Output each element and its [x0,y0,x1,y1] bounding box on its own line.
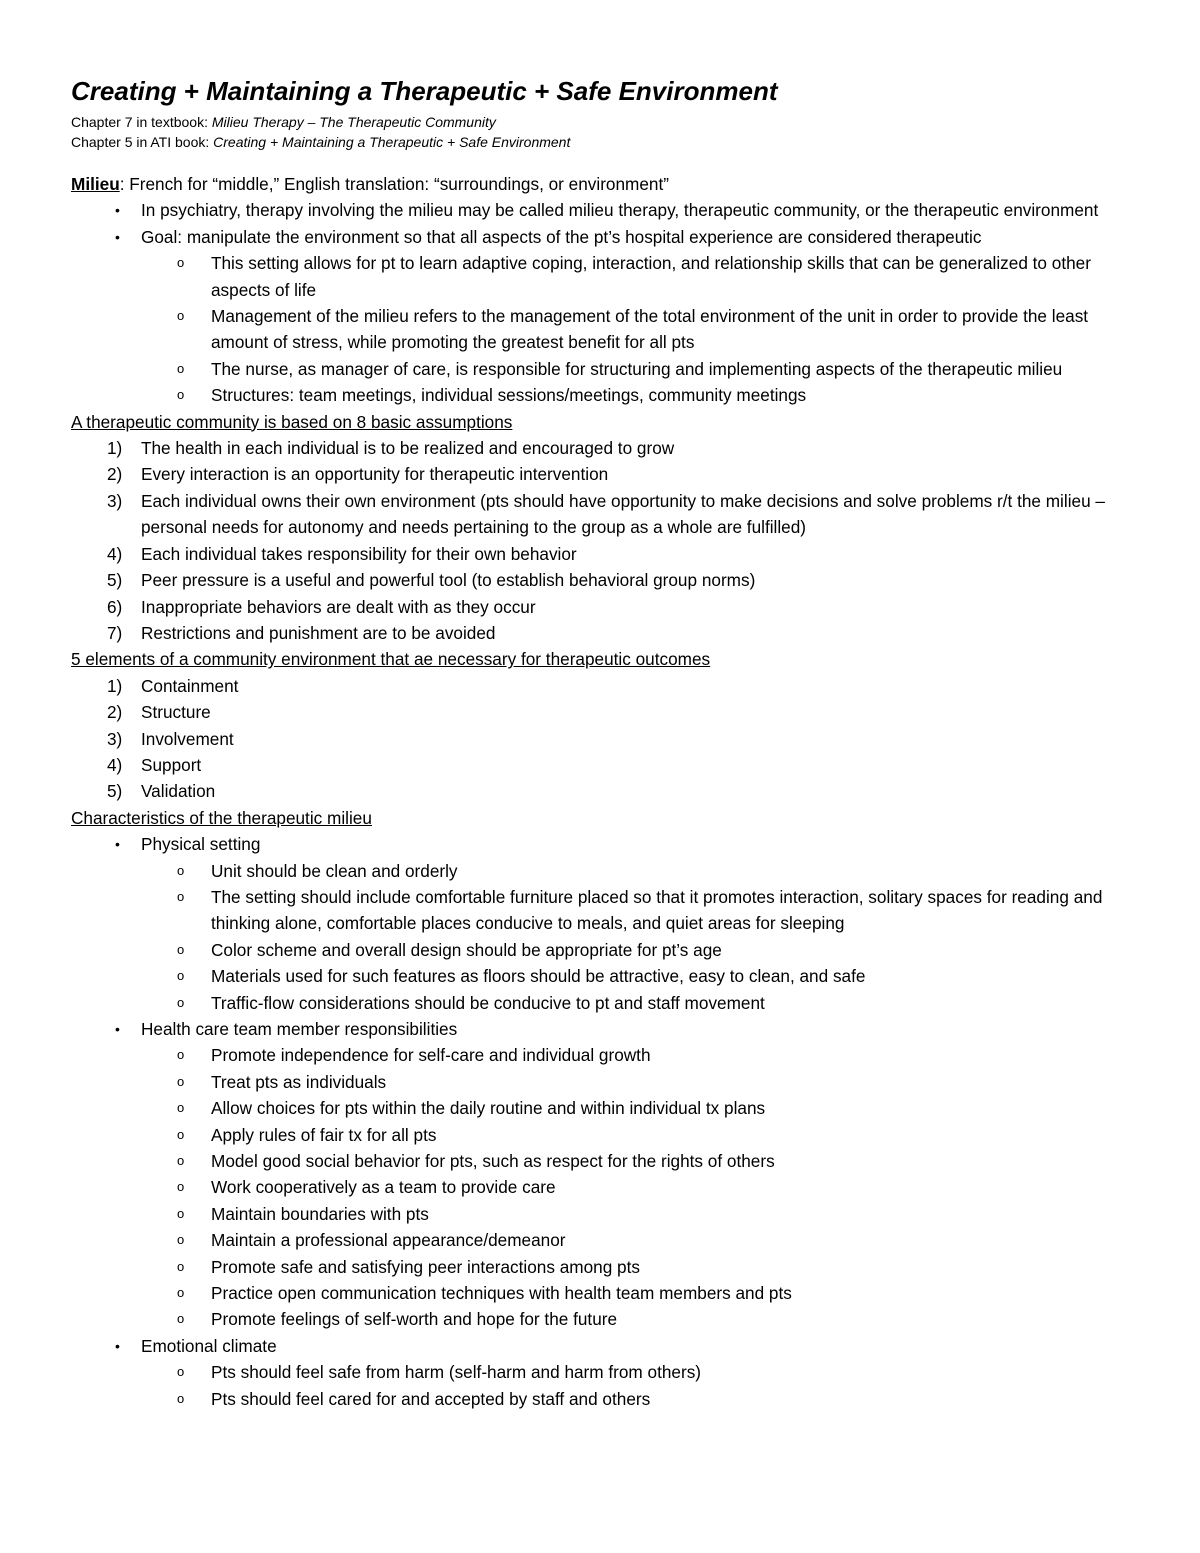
list-item [141,884,1140,937]
list-item-text: Validation [141,781,216,802]
list-item-text: Model good social behavior for pts, such as respect for the rights of others [211,1151,775,1172]
list-number: 6) [107,596,123,617]
list-item [141,990,1140,1016]
list-item [141,963,1140,989]
list-item [141,1122,1140,1148]
list-item [71,435,1140,461]
list-item-text: Unit should be clean and orderly [211,860,458,881]
list-item-text: Every interaction is an opportunity for therapeutic intervention [141,464,609,485]
list-number: 7) [107,622,123,643]
list-item-text: The health in each individual is to be realized and encouraged to grow [141,438,675,459]
list-number: 5) [107,781,123,802]
list-item-text: Structure [141,702,211,723]
elements-list [71,673,1140,805]
sub-bullet-marker: o [177,1232,185,1248]
elements-heading: 5 elements of a community environment that ae necessary for therapeutic outcomes [71,649,711,670]
sub-bullet-marker: o [177,1311,185,1327]
sub-bullet-marker: o [177,387,185,403]
sub-bullet-marker: o [177,1153,185,1169]
list-item [141,1306,1140,1332]
milieu-bullet-list [71,197,1140,408]
list-item-text: Management of the milieu refers to the management of the total environment of the unit in order to provide the least amount of stress, while promoting the greatest benefit for all pts [211,306,1089,353]
list-item-text: Maintain boundaries with pts [211,1203,429,1224]
list-item-text: Goal: manipulate the environment so that all aspects of the pt’s hospital experience are considered therapeutic [141,226,982,247]
list-number: 4) [107,543,123,564]
list-item [71,567,1140,593]
list-number: 2) [107,702,123,723]
bullet-marker: • [115,836,120,853]
sub-bullet-marker: o [177,1285,185,1301]
list-item-text: Peer pressure is a useful and powerful tool (to establish behavioral group norms) [141,570,756,591]
sub-bullet-marker: o [177,255,185,271]
list-item [71,726,1140,752]
list-item [141,1095,1140,1121]
list-item [141,1148,1140,1174]
list-item-text: Restrictions and punishment are to be avoided [141,622,496,643]
sub-bullet-marker: o [177,1205,185,1221]
sub-bullet-marker: o [177,1073,185,1089]
source-chapter-5-prefix: Chapter 5 in ATI book: [71,134,214,150]
sub-bullet-marker: o [177,1390,185,1406]
list-item [71,541,1140,567]
list-item [141,303,1140,356]
list-item [71,224,1140,409]
sub-bullet-marker: o [177,1364,185,1380]
characteristics-heading: Characteristics of the therapeutic milieu [71,807,372,828]
list-item-text: Each individual takes responsibility for their own behavior [141,543,577,564]
source-chapter-7-title: Milieu Therapy – The Therapeutic Community [211,114,496,130]
emotional-climate-sub-list [141,1359,1140,1412]
list-item [71,699,1140,725]
list-number: 4) [107,754,123,775]
team-responsibilities-sub-list [141,1042,1140,1332]
list-item [71,488,1140,541]
bullet-marker: • [115,1337,120,1354]
list-item [141,1042,1140,1068]
source-chapter-7-prefix: Chapter 7 in textbook: [71,114,212,130]
list-item [141,937,1140,963]
list-item [141,382,1140,408]
list-item [71,620,1140,646]
sub-bullet-marker: o [177,1100,185,1116]
sub-bullet-marker: o [177,1126,185,1142]
list-item [141,250,1140,303]
list-item-text: Treat pts as individuals [211,1071,387,1092]
sub-bullet-marker: o [177,941,185,957]
list-number: 5) [107,570,123,591]
list-item [71,461,1140,487]
list-item-text: Color scheme and overall design should be appropriate for pt’s age [211,939,722,960]
sub-bullet-marker: o [177,862,185,878]
list-item-text: Pts should feel cared for and accepted by staff and others [211,1388,651,1409]
list-item [71,831,1140,1016]
list-number: 3) [107,490,123,511]
list-item-text: The nurse, as manager of care, is responsible for structuring and implementing aspects of the therapeutic milieu [211,358,1063,379]
list-item [141,1359,1140,1385]
list-item-text: Traffic-flow considerations should be conducive to pt and staff movement [211,992,765,1013]
list-item-text: Promote independence for self-care and individual growth [211,1045,651,1066]
list-item-text: Involvement [141,728,234,749]
list-item [71,673,1140,699]
sub-bullet-marker: o [177,888,185,904]
list-item-text: The setting should include comfortable furniture placed so that it promotes interaction, solitary spaces for reading and thinking alone, comfortable places conducive to meals, and quiet areas for sleeping [211,886,1103,934]
milieu-term: Milieu [71,174,120,194]
assumptions-heading: A therapeutic community is based on 8 basic assumptions [71,411,513,432]
sub-bullet-marker: o [177,1258,185,1274]
list-number: 3) [107,728,123,749]
list-item [71,778,1140,804]
list-item-text: Materials used for such features as floors should be attractive, easy to clean, and safe [211,966,866,987]
list-item [141,1227,1140,1253]
list-item-text: Health care team member responsibilities [141,1019,458,1039]
list-item-text: Promote safe and satisfying peer interactions among pts [211,1256,640,1277]
list-item-text: Promote feelings of self-worth and hope for the future [211,1309,618,1330]
list-item [141,1201,1140,1227]
list-item [141,1069,1140,1095]
list-item-text: Containment [141,675,239,696]
list-item-text: Pts should feel safe from harm (self-harm and harm from others) [211,1362,702,1383]
characteristics-list [71,831,1140,1412]
list-item-text: Structures: team meetings, individual sessions/meetings, community meetings [211,385,807,406]
list-item [141,858,1140,884]
list-item-text: Support [141,754,202,775]
goal-sub-list [141,250,1140,408]
source-chapter-7 [71,112,1140,132]
list-item-text: In psychiatry, therapy involving the milieu may be called milieu therapy, therapeutic community, or the therapeutic environment [141,200,1099,221]
list-item-text: Emotional climate [141,1335,277,1356]
bullet-marker: • [115,228,120,245]
physical-setting-sub-list [141,858,1140,1016]
list-item-text: Apply rules of fair tx for all pts [211,1124,437,1145]
sub-bullet-marker: o [177,994,185,1010]
list-item [141,356,1140,382]
sub-bullet-marker: o [177,308,185,324]
list-item [71,752,1140,778]
list-item [141,1254,1140,1280]
list-number: 1) [107,675,123,696]
list-item-text: Inappropriate behaviors are dealt with as they occur [141,596,536,617]
bullet-marker: • [115,1021,120,1037]
bullet-marker: • [115,202,120,219]
sub-bullet-marker: o [177,968,185,984]
list-number: 2) [107,464,123,485]
list-item [141,1280,1140,1306]
notes-body [71,171,1140,1412]
list-item [141,1174,1140,1200]
page-title: Creating + Maintaining a Therapeutic + Safe Environment [71,76,778,106]
list-item-text: This setting allows for pt to learn adaptive coping, interaction, and relationship skills that can be generalized to other aspects of life [211,253,1091,300]
list-item [71,1333,1140,1412]
list-item [71,594,1140,620]
assumptions-list [71,435,1140,646]
sub-bullet-marker: o [177,1047,185,1063]
list-item-text: Work cooperatively as a team to provide care [211,1177,556,1198]
list-item-text: Practice open communication techniques with health team members and pts [211,1283,792,1304]
list-item [71,197,1140,223]
list-item-text: Maintain a professional appearance/demeanor [211,1230,566,1251]
sub-bullet-marker: o [177,360,185,376]
list-item [71,1016,1140,1333]
list-item [141,1386,1140,1412]
milieu-definition [71,171,1140,197]
sub-bullet-marker: o [177,1179,185,1195]
list-item-text: Each individual owns their own environment (pts should have opportunity to make decisions and solve problems r/t the milieu – personal needs for autonomy and needs pertaining to the group as a whole are fulfilled) [141,490,1105,538]
milieu-definition-text: : French for “middle,” English translation: “surroundings, or environment” [119,174,669,194]
source-chapter-5 [71,132,1140,152]
list-item-text: Allow choices for pts within the daily routine and within individual tx plans [211,1098,766,1119]
list-number: 1) [107,438,123,459]
list-item-text: Physical setting [141,834,261,855]
source-chapter-5-title: Creating + Maintaining a Therapeutic + Safe Environment [213,134,571,150]
